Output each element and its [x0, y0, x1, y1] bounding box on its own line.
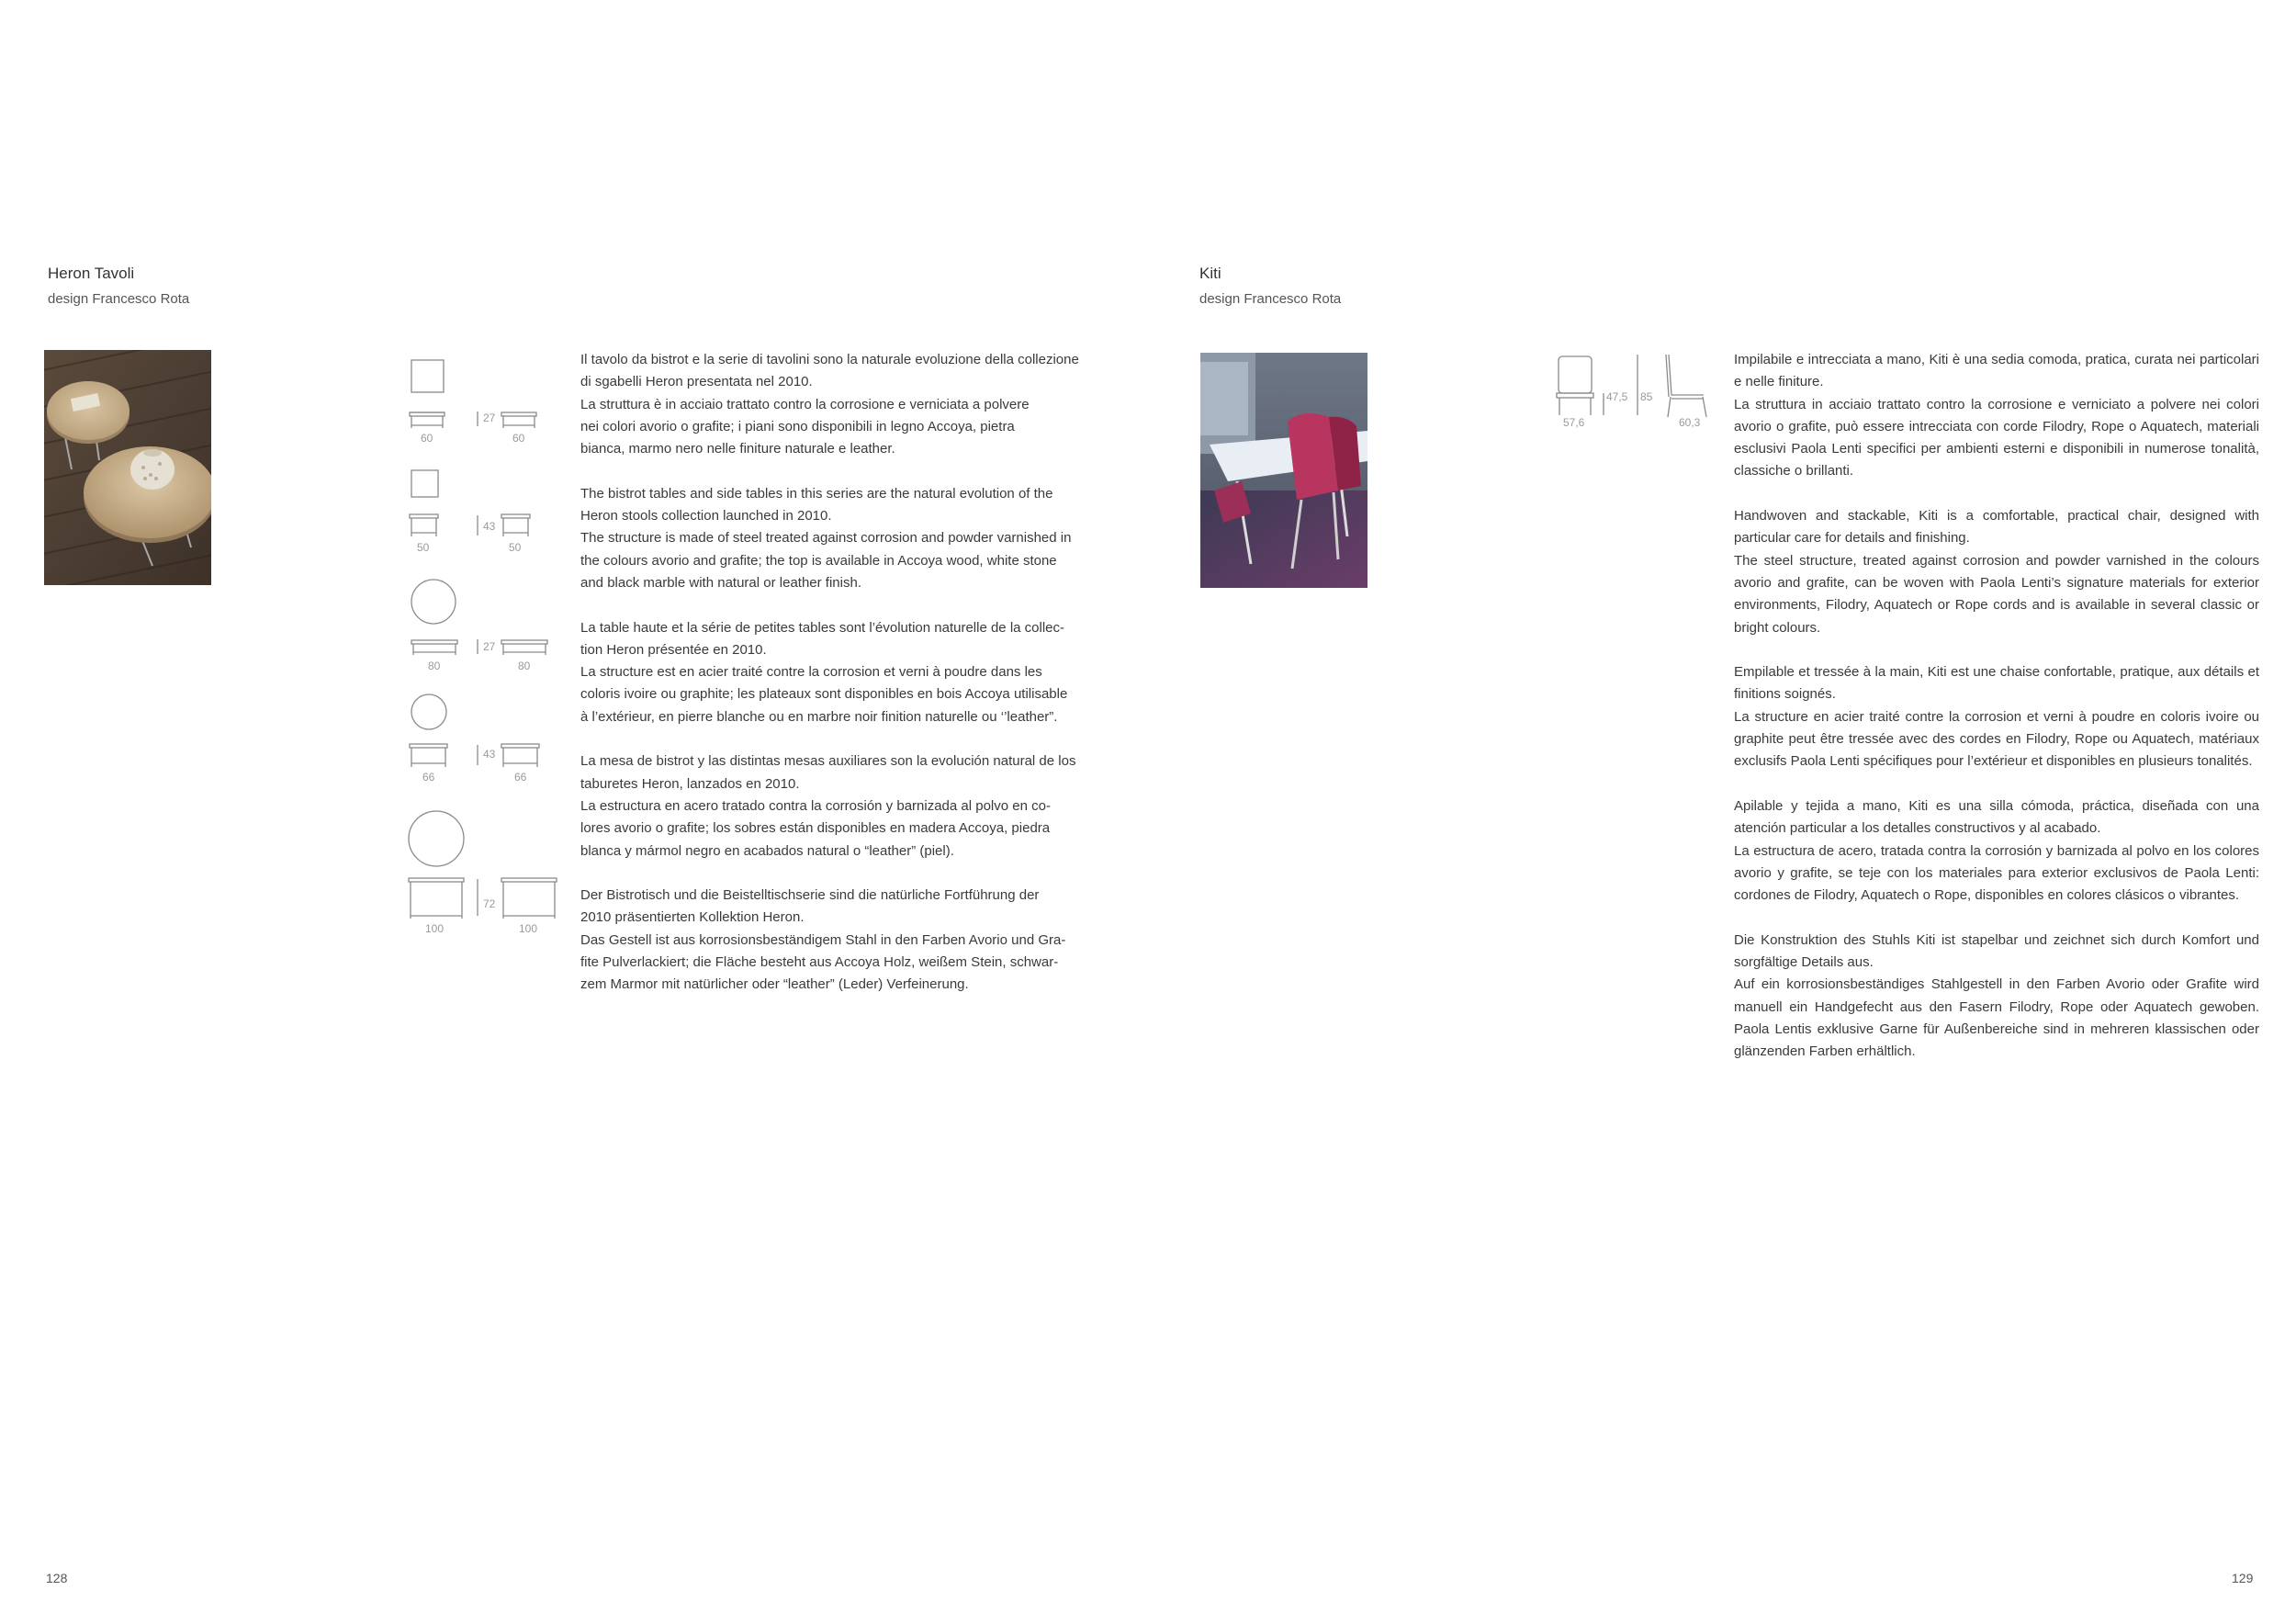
product-photo-heron-tables	[44, 350, 211, 585]
heron-100-top-view	[409, 811, 464, 866]
heron-50-width-side: 50	[509, 541, 522, 554]
paragraph-line: La estructura de acero, tratada contra la corrosión y barnizada al polvo en los colores avorio y grafite, se teje con los materiales para exterior exclusivos de Paola Lenti: cordones de Filodry, Aquatech o Rope, disponibles en colores clásicos o vibrantes.	[1734, 842, 2259, 904]
heron-dimension-diagrams	[404, 354, 565, 942]
heron-50-side-view	[501, 514, 530, 536]
paragraph-line: Apilable y tejida a mano, Kiti es una silla cómoda, práctica, diseñada con una atención particular a los detalles constructivos y al acabado.	[1734, 797, 2259, 837]
heron-60-top-view	[411, 360, 444, 392]
kiti-text-fr	[1734, 661, 2259, 773]
heron-60-width-front: 60	[421, 432, 433, 445]
heron-text-it: Il tavolo da bistrot e la serie di tavolini sono la naturale evoluzione della collezione di sgabelli Heron presentata nel 2010. La struttura è in acciaio trattato contro la corrosione e verniciata a polvere nei colori avorio o grafite; i piani sono disponibili in legno Accoya, pietra bianca, marmo nero nelle finiture naturale e leather.	[580, 352, 1079, 457]
heron-text-fr: La table haute et la série de petites tables sont l’évolution naturelle de la collec- tion Heron présentée en 2010. La structure est en acier traité contre la corrosion et verni à poudre dans les coloris ivoire ou graphite; les plateaux sont disponibles en bois Accoya utilisable à l’extérieur, en pierre blanche ou en marbre noir finition naturelle ou ‘’leather”.	[580, 619, 1068, 725]
paragraph-line: Auf ein korrosionsbeständiges Stahlgestell in den Farben Avorio oder Grafite wird manuell ein Handgefecht aus den Fasern Filodry, Rope oder Aquatech gewoben. Paola Lentis exklusive Garne für Außenbereiche sind in mehreren klassischen oder glänzenden Farben erhältlich.	[1734, 976, 2259, 1060]
kiti-text-it	[1734, 349, 2259, 483]
heron-66-width-front: 66	[422, 771, 435, 784]
heron-80-width-front: 80	[428, 660, 441, 672]
paragraph-line: Impilabile e intrecciata a mano, Kiti è una sedia comoda, pratica, curata nei particolari e nelle finiture.	[1734, 352, 2259, 390]
kiti-front-view	[1557, 356, 1593, 415]
heron-description	[580, 349, 1106, 1019]
page-number-left: 128	[46, 1571, 68, 1585]
heron-66-width-side: 66	[514, 771, 527, 784]
heron-100-width-front: 100	[425, 922, 445, 935]
heron-80-front-view	[411, 640, 457, 655]
kiti-text-de	[1734, 930, 2259, 1064]
kiti-designer: design Francesco Rota	[1199, 291, 1342, 307]
kiti-width: 57,6	[1563, 416, 1585, 429]
kiti-dimensions-svg	[1552, 351, 1717, 434]
heron-50-width-front: 50	[417, 541, 430, 554]
heron-text-en: The bistrot tables and side tables in this series are the natural evolution of the Heron stools collection launched in 2010. The structure is made of steel treated against corrosion and powder varnished in the colours avorio and grafite; the top is available in Accoya wood, white stone and black marble with natural or leather finish.	[580, 485, 1072, 591]
kiti-dimension-diagrams	[1552, 351, 1717, 434]
heron-66-height: 43	[483, 748, 496, 761]
heron-50-front-view	[410, 514, 438, 536]
paragraph-line: La structure en acier traité contre la corrosion et verni à poudre en coloris ivoire ou graphite peut être tressée avec des cordes en Filodry, Rope ou Aquatech, matériaux exclusifs Paola Lenti spécifiques pour l’extérieur et disponibles en plusieurs tonalités.	[1734, 708, 2259, 770]
heron-60-width-side: 60	[512, 432, 525, 445]
heron-dimensions-svg	[404, 354, 565, 942]
heron-80-height: 27	[483, 640, 496, 653]
heron-100-height: 72	[483, 897, 496, 910]
heron-title: Heron Tavoli	[48, 265, 135, 282]
paragraph-line: Die Konstruktion des Stuhls Kiti ist stapelbar und zeichnet sich durch Komfort und sorgfältige Details aus.	[1734, 931, 2259, 971]
heron-80-side-view	[501, 640, 547, 655]
product-photo-kiti-chairs	[1200, 353, 1367, 588]
heron-50-height: 43	[483, 520, 496, 533]
kiti-description	[1734, 349, 2259, 1086]
kiti-height: 85	[1640, 390, 1653, 403]
heron-photo	[44, 350, 211, 585]
paragraph-line: Empilable et tressée à la main, Kiti est une chaise confortable, pratique, aux détails et finitions soignés.	[1734, 664, 2259, 703]
heron-100-side-view	[501, 878, 557, 919]
heron-text-de: Der Bistrotisch und die Beistelltischserie sind die natürliche Fortführung der 2010 präsentierten Kollektion Heron. Das Gestell ist aus korrosionsbeständigem Stahl in den Farben Avorio und Gra- fite Pulverlackiert; die Fläche besteht aus Accoya Holz, weißem Stein, schwar- zem Marmor mit natürlicher oder “leather” (Leder) Verfeinerung.	[580, 887, 1066, 993]
heron-designer: design Francesco Rota	[48, 291, 190, 307]
paragraph-line: The steel structure, treated against corrosion and powder varnished in the colours avorio and grafite, can be woven with Paola Lenti’s signature materials for exterior environments, Filodry, Aquatech or Rope cords and is available in several classic or bright colours.	[1734, 552, 2259, 636]
paragraph-line: La struttura in acciaio trattato contro la corrosione e verniciato a polvere nei colori avorio o grafite, può essere intrecciata con corde Filodry, Rope o Aquatech, materiali esclusivi Paola Lenti specifici per ambienti esterni e disponibili in numerose tonalità, classiche o brillanti.	[1734, 396, 2259, 479]
kiti-photo	[1200, 353, 1367, 588]
kiti-text-en	[1734, 505, 2259, 639]
heron-80-top-view	[411, 580, 456, 624]
kiti-depth: 60,3	[1679, 416, 1701, 429]
heron-66-top-view	[411, 694, 446, 729]
heron-60-front-view	[410, 412, 445, 428]
heron-50-top-view	[411, 470, 438, 497]
kiti-seat-height: 47,5	[1606, 390, 1628, 403]
heron-60-side-view	[501, 412, 536, 428]
heron-100-front-view	[409, 878, 464, 919]
heron-100-width-side: 100	[519, 922, 538, 935]
kiti-side-view	[1666, 355, 1706, 417]
heron-66-front-view	[410, 744, 447, 767]
heron-text-es: La mesa de bistrot y las distintas mesas auxiliares son la evolución natural de los taburetes Heron, lanzados en 2010. La estructura en acero tratado contra la corrosión y barnizada al polvo en co- lores avorio o grafite; los sobres están disponibles en madera Accoya, piedra blanca y mármol negro en acabados natural o “leather” (piel).	[580, 753, 1076, 859]
kiti-text-es	[1734, 795, 2259, 907]
heron-60-height: 27	[483, 412, 496, 424]
page-number-right: 129	[2232, 1571, 2254, 1585]
paragraph-line: Handwoven and stackable, Kiti is a comfortable, practical chair, designed with particular care for details and finishing.	[1734, 508, 2259, 547]
heron-66-side-view	[501, 744, 539, 767]
heron-80-width-side: 80	[518, 660, 531, 672]
kiti-title: Kiti	[1199, 265, 1221, 282]
